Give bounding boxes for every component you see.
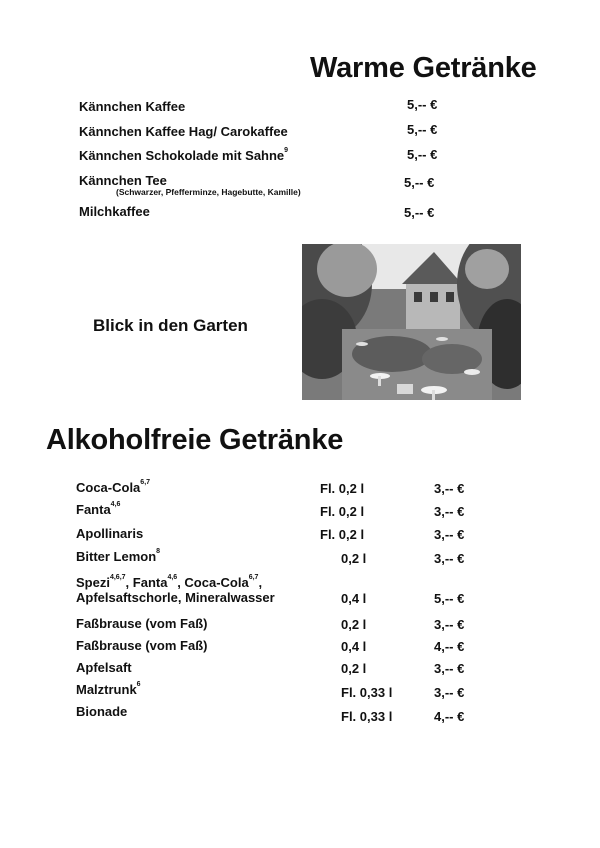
additive-note: 4,6 — [167, 574, 178, 581]
item-price: 5,-- € — [407, 122, 438, 137]
item-name: Malztrunk — [76, 682, 137, 697]
menu-item — [76, 704, 127, 719]
menu-item — [76, 682, 141, 697]
item-name: Spezi — [76, 575, 110, 590]
item-name: Kännchen Kaffee — [79, 99, 186, 114]
item-price: 3,-- € — [434, 504, 465, 519]
item-name: Apollinaris — [76, 526, 144, 541]
menu-item — [79, 204, 150, 219]
menu-item — [76, 502, 120, 517]
menu-item-line2: Apfelsaftschorle, Mineralwasser — [76, 590, 275, 605]
menu-item — [76, 638, 207, 653]
menu-item — [76, 526, 143, 541]
item-size: Fl. 0,33 l — [341, 685, 393, 700]
item-name: Kännchen Schokolade mit Sahne — [79, 148, 285, 163]
item-size: 0,2 l — [341, 617, 367, 632]
item-size: 0,4 l — [341, 639, 367, 654]
item-price: 3,-- € — [434, 481, 465, 496]
soft-drinks-title: Alkoholfreie Getränke — [46, 424, 344, 456]
menu-item — [79, 148, 288, 163]
item-price: 5,-- € — [404, 175, 435, 190]
additive-note: 8 — [156, 548, 161, 555]
garden-photo-image — [302, 244, 521, 400]
item-name: Faßbrause (vom Faß) — [76, 616, 208, 631]
item-price: 4,-- € — [434, 709, 465, 724]
item-size: 0,2 l — [341, 661, 367, 676]
additive-note: 4,6,7 — [109, 574, 126, 581]
item-price: 5,-- € — [404, 205, 435, 220]
item-price: 3,-- € — [434, 551, 465, 566]
menu-item — [79, 99, 185, 114]
item-name: Faßbrause (vom Faß) — [76, 638, 208, 653]
item-price: 5,-- € — [434, 591, 465, 606]
item-price: 4,-- € — [434, 639, 465, 654]
garden-caption: Blick in den Garten — [93, 316, 248, 335]
item-name: Bitter Lemon — [76, 549, 157, 564]
item-name: Kännchen Kaffee Hag/ Carokaffee — [79, 124, 288, 139]
menu-item — [79, 173, 167, 188]
item-name: Apfelsaft — [76, 660, 132, 675]
menu-item — [76, 660, 132, 675]
item-size: 0,4 l — [341, 591, 367, 606]
item-name: , Coca-Cola — [177, 575, 249, 590]
additive-note: 6,7 — [248, 574, 259, 581]
menu-item — [79, 124, 288, 139]
garden-photo — [302, 244, 521, 400]
item-size: Fl. 0,2 l — [320, 527, 365, 542]
item-name: , — [258, 575, 263, 590]
item-name: Fanta — [76, 502, 111, 517]
item-price: 3,-- € — [434, 685, 465, 700]
additive-note: 4,6 — [110, 501, 121, 508]
menu-item — [76, 549, 160, 564]
item-price: 5,-- € — [407, 97, 438, 112]
item-name: Kännchen Tee — [79, 173, 167, 188]
item-name: , Fanta — [125, 575, 168, 590]
item-note: (Schwarzer, Pfefferminze, Hagebutte, Kamille) — [116, 187, 301, 197]
item-size: 0,2 l — [341, 551, 367, 566]
additive-note: 6 — [136, 681, 141, 688]
item-size: Fl. 0,2 l — [320, 504, 365, 519]
menu-item — [76, 616, 207, 631]
item-name: Milchkaffee — [79, 204, 150, 219]
item-price: 3,-- € — [434, 527, 465, 542]
item-price: 3,-- € — [434, 661, 465, 676]
warm-drinks-title: Warme Getränke — [310, 52, 537, 84]
menu-item — [76, 575, 262, 590]
menu-item — [76, 480, 150, 495]
item-name: Bionade — [76, 704, 128, 719]
item-price: 5,-- € — [407, 147, 438, 162]
item-price: 3,-- € — [434, 617, 465, 632]
item-name: Coca-Cola — [76, 480, 141, 495]
item-size: Fl. 0,33 l — [341, 709, 393, 724]
additive-note: 6,7 — [140, 479, 151, 486]
item-size: Fl. 0,2 l — [320, 481, 365, 496]
additive-note: 9 — [284, 147, 289, 154]
